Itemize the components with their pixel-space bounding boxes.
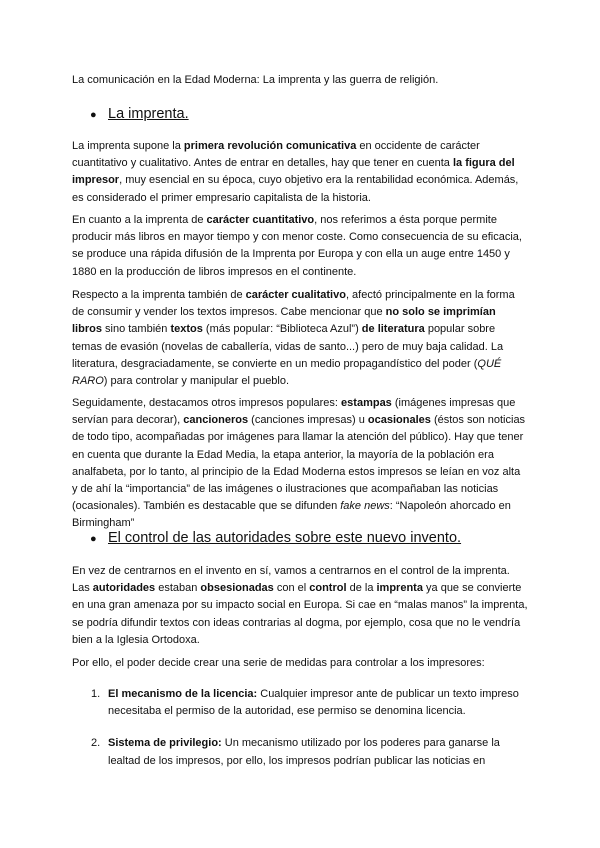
heading-text: El control de las autoridades sobre este nuevo invento. — [108, 530, 462, 546]
bullet-icon: ● — [90, 533, 97, 545]
bold-term: primera revolución comunicativa — [183, 140, 357, 152]
paragraph-control-autoridades: En vez de centrarnos en el invento en sí, vamos a centrarnos en el control de la imprenta. Las autoridades estaban obsesionadas con el control de la imprenta ya que se convierte en una gran amenaza por su impacto social en Europa. Si cae en “malas manos” la imprenta, se podría difundir textos con ideas contrarias al dogma, por ejemplo, cosa que no le vendría bien a la Iglesia Ortodoxa. — [72, 565, 528, 646]
bold-term: control — [309, 582, 347, 595]
bold-term: obsesionadas — [200, 582, 274, 595]
heading-text: La imprenta. — [108, 106, 189, 122]
section-heading-control — [90, 528, 461, 549]
bold-term: ocasionales — [367, 414, 431, 427]
bold-term: de literatura — [361, 323, 425, 336]
list-item-text: Un mecanismo utilizado por los poderes para ganarse la lealtad de los impresos, por ello, los impresos podrían publicar las noticias en — [108, 737, 500, 767]
list-item-title: El mecanismo de la licencia: — [108, 688, 258, 700]
paragraph-impresos-populares: Seguidamente, destacamos otros impresos populares: estampas (imágenes impresas que servían para decorar), cancioneros (canciones impresas) u ocasionales (éstos son noticias de todo tipo, acompañadas por imágenes para llamar la atención del público). Hay que tener en cuenta que durante la Edad Media, la etapa anterior, la mayoría de la población era analfabeta, por lo tanto, al principio de la Edad Moderna estos impresos se leían en voz alta y de ahí la “importancia” de las imágenes o ilustraciones que acompañaban las noticias (ocasionales). También es destacable que se difunden fake news: “Napoleón ahorcado en Birmingham” — [72, 397, 526, 530]
bold-term: autoridades — [92, 582, 156, 595]
bullet-icon: ● — [90, 109, 97, 121]
bold-term: carácter cuantitativo — [206, 214, 315, 226]
bold-term: imprenta — [376, 582, 423, 595]
numbered-list-medidas — [91, 686, 528, 770]
bold-term: estampas — [341, 397, 392, 409]
italic-term: fake news — [340, 500, 390, 513]
list-item — [91, 686, 528, 720]
bold-term: la figura del impresor — [72, 157, 515, 187]
bold-term: carácter cualitativo — [245, 289, 346, 301]
document-title: La comunicación en la Edad Moderna: La imprenta y las guerra de religión. — [72, 74, 439, 86]
list-number: 1. — [91, 688, 101, 700]
italic-term: QUÉ RARO — [72, 357, 502, 388]
paragraph-medidas-intro: Por ello, el poder decide crear una serie de medidas para controlar a los impresores: — [72, 657, 485, 669]
list-item-text: Cualquier impresor ante de publicar un texto impreso necesitaba el permiso de la autoridad, ese permiso se denomina licencia. — [108, 688, 519, 718]
bold-term: cancioneros — [183, 414, 249, 427]
section-heading-imprenta — [90, 104, 189, 125]
list-item — [91, 735, 528, 769]
bold-term: no solo se imprimían libros — [72, 306, 496, 336]
list-item-title: Sistema de privilegio: — [108, 737, 222, 750]
paragraph-imprenta-intro: La imprenta supone la primera revolución comunicativa en occidente de carácter cuantitativo y cualitativo. Antes de entrar en detalles, hay que tener en cuenta la figura del impresor, muy esencial en su época, cuyo objetivo era la rentabilidad económica. Además, es considerado el primer empresario capitalista de la historia. — [72, 140, 519, 204]
paragraph-cualitativo: Respecto a la imprenta también de carácter cualitativo, afectó principalmente en la forma de consumir y vender los textos impresos. Cabe mencionar que no solo se imprimían libros sino también textos (más popular: “Biblioteca Azul”) de literatura popular sobre temas de evasión (novelas de caballería, vidas de santo...) pero de muy baja calidad. La literatura, desgraciadamente, se convierte en un medio propagandístico del poder (QUÉ RARO) para controlar y manipular el pueblo. — [72, 289, 515, 388]
bold-term: textos — [170, 323, 203, 336]
paragraph-cuantitativo: En cuanto a la imprenta de carácter cuantitativo, nos referimos a ésta porque permite producir más libros en mayor tiempo y con menor coste. Como consecuencia de su eficacia, se produce una rápida difusión de la Imprenta por Europa y con ella un auge entre 1450 y 1880 en la producción de libros impresos en el continente. — [72, 214, 522, 278]
list-number: 2. — [91, 737, 101, 750]
